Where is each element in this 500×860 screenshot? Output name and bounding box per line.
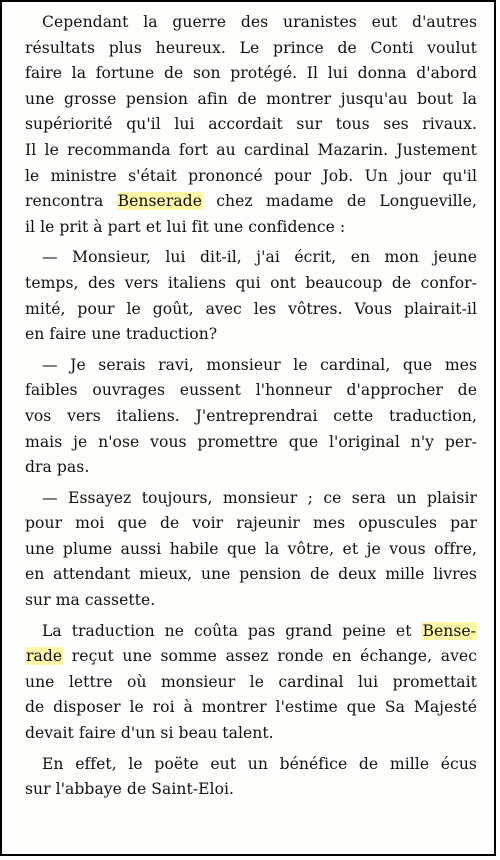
text-line xyxy=(25,61,477,87)
text-run: mais je n'ose vous promettre que l'original n'y per- xyxy=(25,432,477,451)
text-run: dra pas. xyxy=(25,458,90,477)
text-line xyxy=(25,245,477,271)
text-run: Cependant la guerre des uranistes eut d'autres xyxy=(42,13,477,31)
text-line xyxy=(25,537,477,563)
text-line xyxy=(25,752,477,778)
text-line xyxy=(25,36,477,62)
text-run: de disposer le roi à montrer l'estime que Sa Majesté xyxy=(25,698,477,717)
text-line xyxy=(25,112,477,138)
text-line xyxy=(25,353,477,379)
text-line xyxy=(25,189,477,215)
text-run: — Je serais ravi, monsieur le cardinal, que mes xyxy=(42,355,477,374)
paragraph xyxy=(25,245,477,347)
text-line xyxy=(25,588,477,614)
text-line xyxy=(25,695,477,721)
text-run: temps, des vers italiens qui ont beaucoup de confor- xyxy=(25,273,477,292)
text-line xyxy=(25,164,477,190)
text-line xyxy=(25,721,477,747)
text-line xyxy=(25,430,477,456)
text-run: le ministre s'était prononcé pour Job. Un jour qu'il xyxy=(25,166,477,185)
paragraph xyxy=(25,619,477,747)
text-run: faibles ouvrages eussent l'honneur d'approcher de xyxy=(25,381,477,400)
text-run: vos vers italiens. J'entreprendrai cette traduction, xyxy=(25,406,477,425)
text-line xyxy=(25,455,477,481)
text-line xyxy=(25,297,477,323)
text-line xyxy=(25,619,477,645)
text-run: une lettre où monsieur le cardinal lui promettait xyxy=(25,672,477,691)
text-line xyxy=(25,486,477,512)
text-run: chez madame de Longueville, xyxy=(202,192,477,211)
text-line xyxy=(25,644,477,670)
text-line xyxy=(25,511,477,537)
text-run: résultats plus heureux. Le prince de Conti voulut xyxy=(25,38,477,57)
highlighted-name: Bense- xyxy=(422,621,476,640)
text-run: en faire une traduction? xyxy=(25,325,218,344)
text-run: reçut une somme assez ronde en échange, avec xyxy=(63,647,477,666)
text-run: La traduction ne coûta pas grand peine et xyxy=(42,621,422,640)
text-line xyxy=(25,404,477,430)
text-run: devait faire d'un si beau talent. xyxy=(25,724,274,743)
text-line xyxy=(25,378,477,404)
text-run: Il le recommanda fort au cardinal Mazarin. Justement xyxy=(25,140,477,159)
text-run: En effet, le poëte eut un bénéfice de mille écus xyxy=(42,754,477,773)
text-run: sur ma cassette. xyxy=(25,591,156,610)
highlighted-name: Benserade xyxy=(117,192,202,211)
text-run: pour moi que de voir rajeunir mes opuscules par xyxy=(25,514,477,533)
text-run: mité, pour le goût, avec les vôtres. Vous plairait-il xyxy=(25,299,477,318)
paragraph xyxy=(25,10,477,240)
text-line xyxy=(25,562,477,588)
text-line xyxy=(25,670,477,696)
text-run: une grosse pension afin de montrer jusqu'au bout la xyxy=(25,89,477,108)
highlighted-name: rade xyxy=(26,647,63,666)
paragraph xyxy=(25,752,477,803)
text-line xyxy=(25,138,477,164)
paragraph xyxy=(25,353,477,481)
text-run: — Monsieur, lui dit-il, j'ai écrit, en mon jeune xyxy=(42,248,477,267)
page-text xyxy=(25,10,477,803)
text-run: il le prit à part et lui fit une confidence : xyxy=(25,217,346,236)
text-run: une plume aussi habile que la vôtre, et je vous offre, xyxy=(25,539,477,558)
text-line xyxy=(25,271,477,297)
text-run: sur l'abbaye de Saint-Eloi. xyxy=(25,780,235,799)
text-line xyxy=(25,10,477,36)
text-run: en attendant mieux, une pension de deux mille livres xyxy=(25,565,477,584)
text-run: faire la fortune de son protégé. Il lui donna d'abord xyxy=(25,64,477,83)
text-line xyxy=(25,215,477,241)
text-run: — Essayez toujours, monsieur ; ce sera un plaisir xyxy=(42,488,477,507)
text-run: supériorité qu'il lui accordait sur tous ses rivaux. xyxy=(25,115,477,134)
text-line xyxy=(25,322,477,348)
text-line xyxy=(25,87,477,113)
text-line xyxy=(25,777,477,803)
paragraph xyxy=(25,486,477,614)
text-run: rencontra xyxy=(25,192,117,211)
